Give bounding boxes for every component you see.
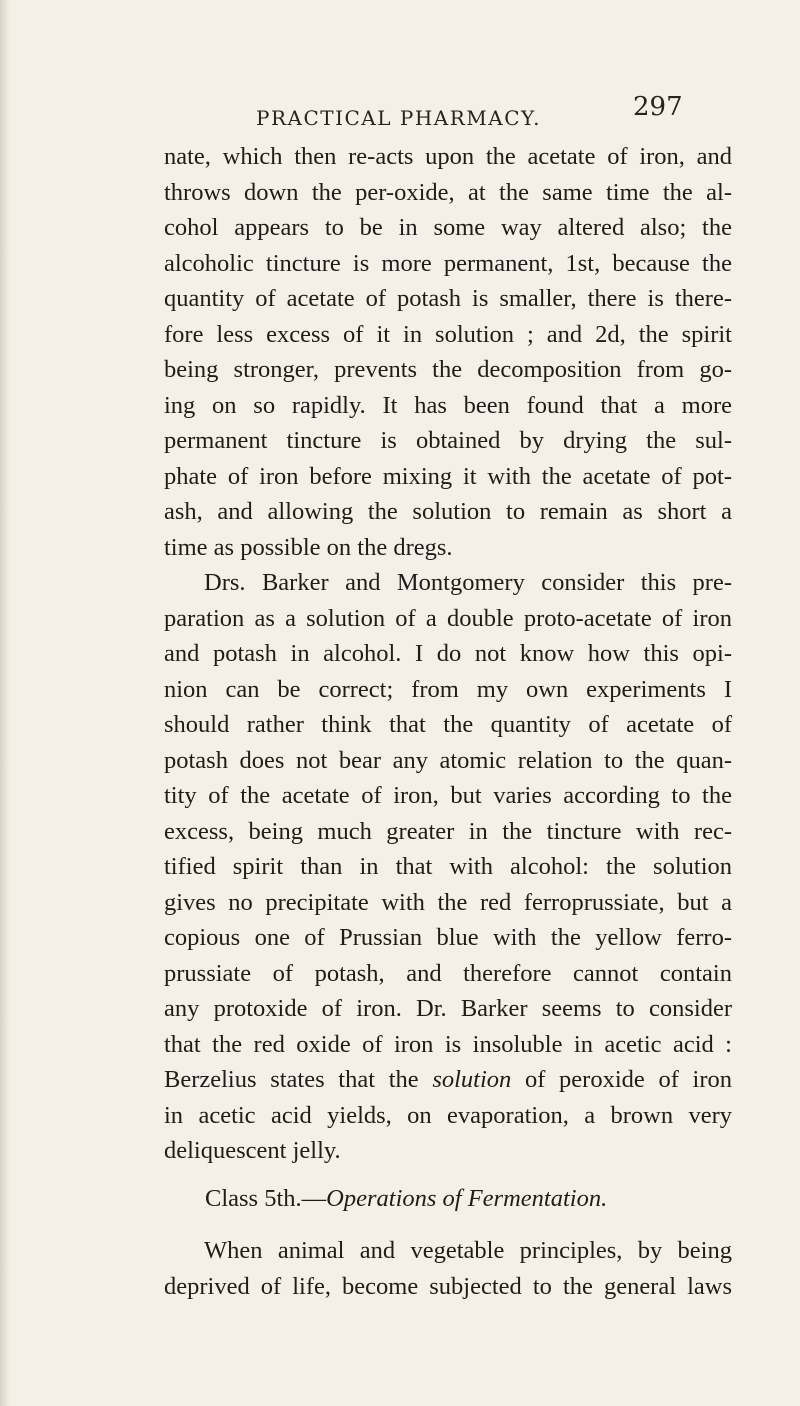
text-segment: of peroxide of iron	[511, 1066, 732, 1093]
text-line: tified spirit than in that with alcohol: the solution	[164, 853, 732, 880]
text-line: prussiate of potash, and therefore cannot contain	[164, 959, 732, 987]
text-line: deliquescent jelly.	[164, 1137, 341, 1164]
page-number: 297	[633, 92, 683, 122]
text-line: throws down the per-oxide, at the same time the al-	[164, 178, 732, 206]
text-line: deprived of life, become subjected to the general laws	[164, 1272, 732, 1300]
text-line: nion can be correct; from my own experiments I	[164, 675, 732, 703]
section-heading-line	[164, 1181, 732, 1217]
text-line: Drs. Barker and Montgomery consider this pre-	[204, 569, 732, 596]
text-line: gives no precipitate with the red ferroprussiate, but a	[164, 888, 732, 916]
paragraph-3	[164, 1233, 732, 1304]
text-line: being stronger, prevents the decomposition from go-	[164, 356, 732, 383]
paragraph-2	[164, 565, 732, 1169]
text-line	[164, 1062, 732, 1098]
text-line: that the red oxide of iron is insoluble in acetic acid :	[164, 1030, 732, 1058]
text-line: any protoxide of iron. Dr. Barker seems to consider	[164, 995, 732, 1022]
text-line: copious one of Prussian blue with the yellow ferro-	[164, 924, 732, 951]
section-heading-title: Operations of Fermentation.	[326, 1185, 608, 1212]
text-line: time as possible on the dregs.	[164, 533, 453, 561]
italic-term: solution	[432, 1066, 512, 1093]
text-line: ash, and allowing the solution to remain as short a	[164, 498, 732, 525]
text-line: When animal and vegetable principles, by being	[204, 1237, 732, 1264]
text-line: fore less excess of it in solution ; and 2d, the spirit	[164, 320, 732, 348]
text-line: paration as a solution of a double proto-acetate of iron	[164, 604, 732, 632]
section-heading	[164, 1181, 732, 1217]
text-line: in acetic acid yields, on evaporation, a brown very	[164, 1101, 732, 1129]
text-segment: Berzelius states that the	[164, 1066, 433, 1093]
text-line: quantity of acetate of potash is smaller, there is there-	[164, 285, 732, 312]
text-line: tity of the acetate of iron, but varies according to the	[164, 782, 732, 809]
text-line: nate, which then re-acts upon the acetate of iron, and	[164, 143, 732, 170]
text-line: excess, being much greater in the tincture with rec-	[164, 817, 732, 845]
section-heading-prefix: Class 5th.—	[205, 1185, 327, 1212]
text-line: should rather think that the quantity of acetate of	[164, 711, 732, 738]
running-head: PRACTICAL PHARMACY.	[256, 106, 541, 130]
paragraph-1	[164, 139, 732, 565]
text-line: potash does not bear any atomic relation to the quan-	[164, 746, 732, 774]
text-line: permanent tincture is obtained by drying the sul-	[164, 427, 732, 454]
text-line: cohol appears to be in some way altered also; the	[164, 214, 732, 241]
page-gutter-shadow	[0, 0, 10, 1406]
text-line: alcoholic tincture is more permanent, 1st, because the	[164, 249, 732, 277]
text-line: ing on so rapidly. It has been found that a more	[164, 391, 732, 419]
text-line: phate of iron before mixing it with the acetate of pot-	[164, 462, 732, 490]
text-line: and potash in alcohol. I do not know how this opi-	[164, 640, 732, 667]
